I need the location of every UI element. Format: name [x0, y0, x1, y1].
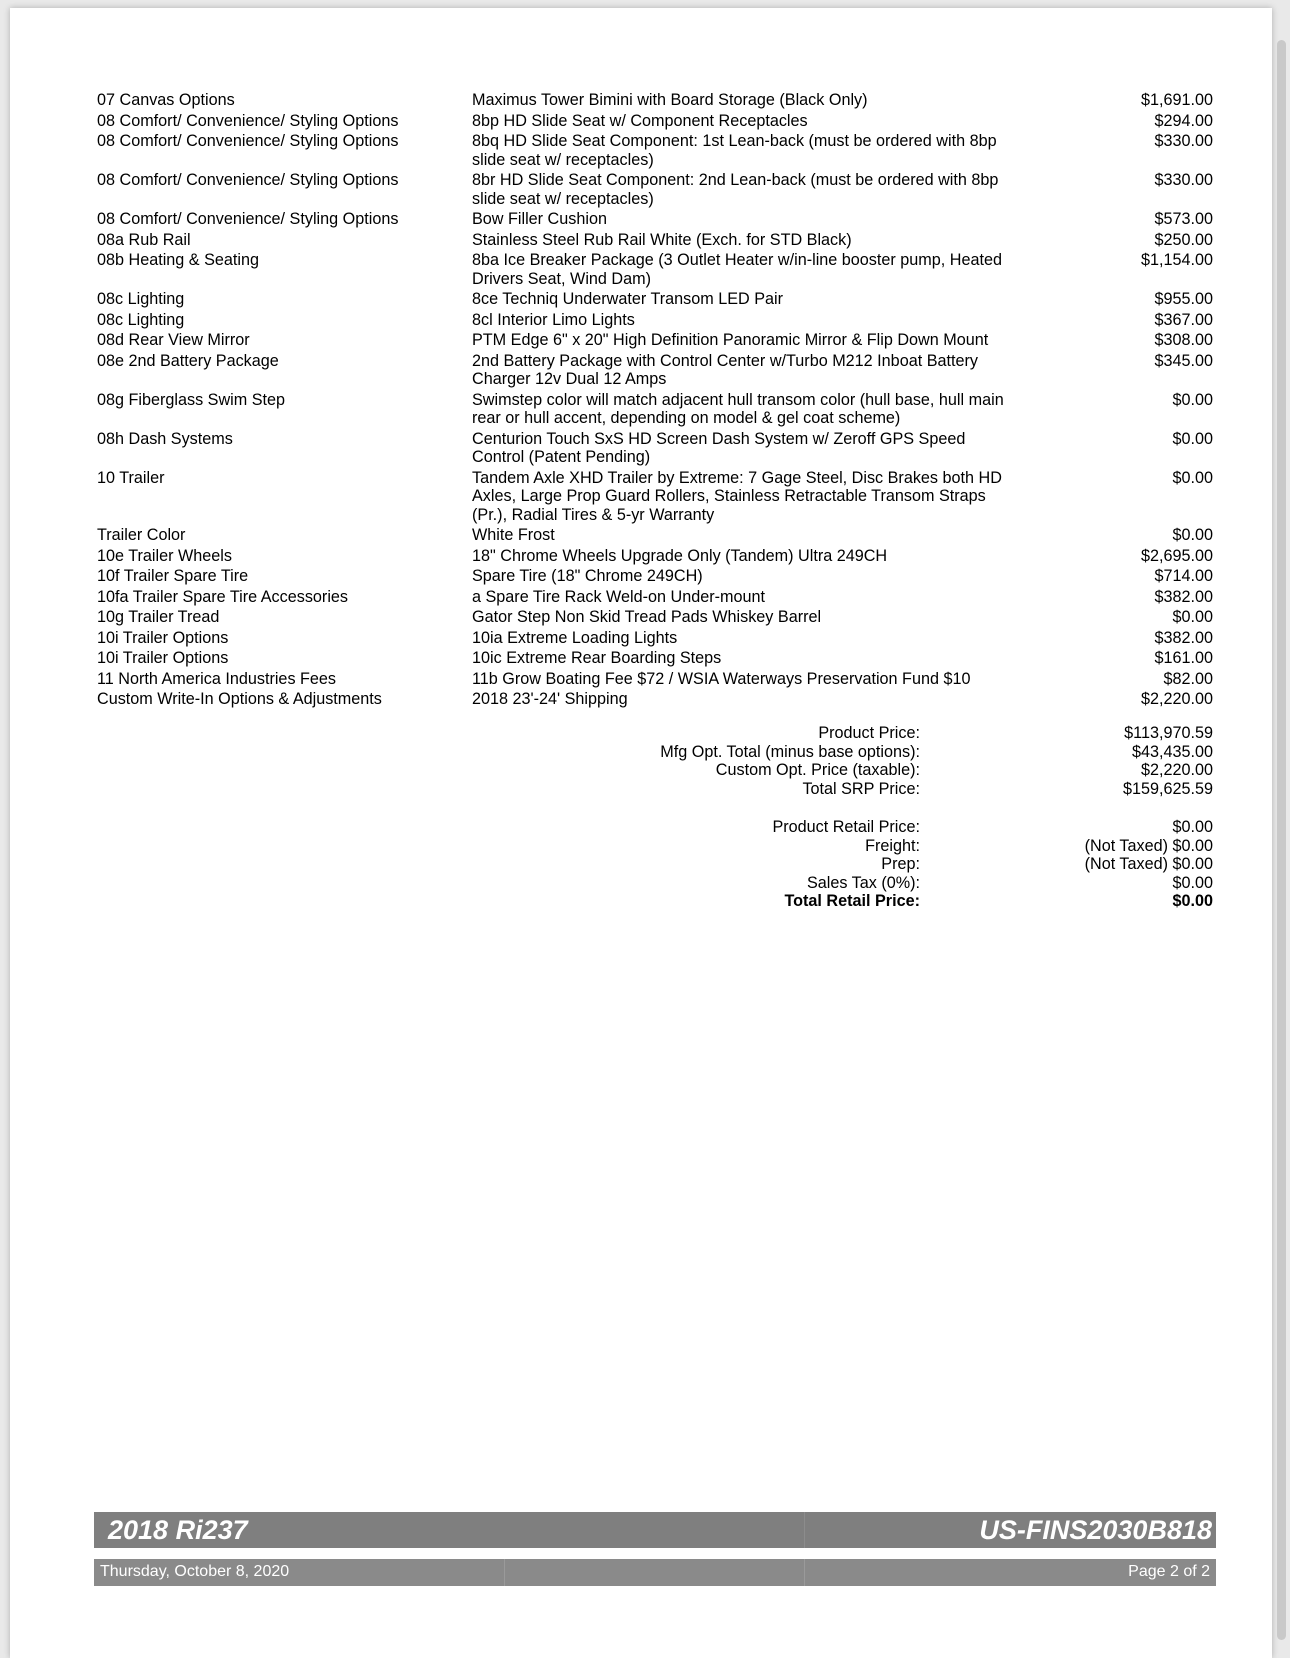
- item-category: 08d Rear View Mirror: [97, 331, 250, 349]
- item-description: Bow Filler Cushion: [472, 210, 607, 228]
- table-row: [97, 430, 1213, 467]
- totals-label: Prep:: [881, 855, 920, 874]
- table-row: [97, 670, 1213, 689]
- table-row: [97, 352, 1213, 389]
- totals-row: [510, 837, 1213, 856]
- item-description: Centurion Touch SxS HD Screen Dash System w/ Zeroff GPS Speed Control (Patent Pending): [472, 429, 966, 466]
- totals-row: [510, 724, 1213, 743]
- item-description: Spare Tire (18" Chrome 249CH): [472, 567, 703, 585]
- item-category: 08c Lighting: [97, 310, 185, 329]
- item-price: $1,691.00: [1140, 91, 1213, 109]
- total-retail-row: [510, 892, 1213, 911]
- item-description: 8cl Interior Limo Lights: [472, 310, 635, 329]
- item-description: PTM Edge 6" x 20" High Definition Panoramic Mirror & Flip Down Mount: [472, 331, 989, 349]
- table-row: [97, 588, 1213, 607]
- item-description: 8ba Ice Breaker Package (3 Outlet Heater w/in-line booster pump, Heated Drivers Seat, Wind Dam): [472, 251, 1002, 288]
- item-price: $955.00: [1154, 290, 1213, 308]
- item-price: $82.00: [1163, 669, 1213, 688]
- item-price: $330.00: [1154, 132, 1213, 150]
- item-description: 11b Grow Boating Fee $72 / WSIA Waterways Preservation Fund $10: [472, 669, 971, 688]
- totals-label: Product Retail Price:: [772, 818, 920, 836]
- item-description: Gator Step Non Skid Tread Pads Whiskey Barrel: [472, 608, 822, 626]
- item-description: 18" Chrome Wheels Upgrade Only (Tandem) Ultra 249CH: [472, 546, 888, 565]
- item-category: 11 North America Industries Fees: [97, 669, 337, 688]
- totals-value: $159,625.59: [1122, 779, 1213, 798]
- item-price: $714.00: [1154, 567, 1213, 585]
- item-description: a Spare Tire Rack Weld-on Under-mount: [472, 587, 766, 606]
- item-category: 08e 2nd Battery Package: [97, 351, 279, 370]
- footer-divider: [804, 1559, 805, 1586]
- item-price: $1,154.00: [1140, 251, 1213, 269]
- item-price: $2,695.00: [1140, 546, 1213, 565]
- total-retail-label: Total Retail Price:: [784, 892, 920, 911]
- item-category: 08h Dash Systems: [97, 429, 233, 448]
- item-price: $0.00: [1172, 526, 1213, 544]
- table-row: [97, 649, 1213, 668]
- totals-value: (Not Taxed) $0.00: [1084, 836, 1213, 855]
- item-price: $382.00: [1154, 587, 1213, 606]
- item-category: 07 Canvas Options: [97, 91, 235, 109]
- totals-label: Sales Tax (0%):: [806, 873, 920, 892]
- totals-value: $2,220.00: [1140, 761, 1213, 780]
- item-price: $0.00: [1172, 429, 1213, 448]
- page-number: Page 2 of 2: [1128, 1563, 1210, 1580]
- table-row: [97, 112, 1213, 131]
- item-category: 10i Trailer Options: [97, 628, 229, 647]
- item-price: $382.00: [1154, 628, 1213, 647]
- item-description: 8bp HD Slide Seat w/ Component Receptacles: [472, 111, 808, 130]
- item-price: $308.00: [1154, 331, 1213, 349]
- item-price: $367.00: [1154, 310, 1213, 329]
- footer-title-bar: [94, 1512, 1216, 1548]
- boat-model: 2018 Ri237: [108, 1515, 248, 1545]
- item-category: 10f Trailer Spare Tire: [97, 567, 249, 585]
- table-row: [97, 629, 1213, 648]
- item-price: $2,220.00: [1140, 690, 1213, 708]
- item-category: 08a Rub Rail: [97, 230, 191, 249]
- item-description: 10ic Extreme Rear Boarding Steps: [472, 649, 722, 667]
- item-price: $0.00: [1172, 468, 1213, 487]
- table-row: [97, 690, 1213, 709]
- table-row: [97, 526, 1213, 545]
- table-row: [97, 210, 1213, 229]
- totals-value: $113,970.59: [1124, 724, 1213, 742]
- table-row: [97, 567, 1213, 586]
- item-description: Maximus Tower Bimini with Board Storage (Black Only): [472, 91, 868, 109]
- item-description: Stainless Steel Rub Rail White (Exch. for STD Black): [472, 230, 852, 249]
- table-row: [97, 251, 1213, 288]
- item-price: $345.00: [1154, 351, 1213, 370]
- item-price: $0.00: [1172, 608, 1213, 626]
- totals-row: [510, 761, 1213, 780]
- totals-value: (Not Taxed) $0.00: [1084, 855, 1213, 874]
- totals-row: [510, 780, 1213, 799]
- totals-row: [510, 743, 1213, 762]
- item-description: Tandem Axle XHD Trailer by Extreme: 7 Gage Steel, Disc Brakes both HD Axles, Large Prop Guard Rollers, Stainless Retractable Transom Straps (Pr.), Radial Tires & 5-yr Warranty: [472, 468, 1002, 524]
- item-category: 08c Lighting: [97, 290, 185, 308]
- item-price: $0.00: [1172, 390, 1213, 409]
- item-price: $330.00: [1154, 171, 1213, 189]
- line-items-table: [97, 91, 1213, 711]
- footer-divider: [804, 1512, 805, 1548]
- item-price: $294.00: [1154, 111, 1213, 130]
- item-category: 10 Trailer: [97, 468, 165, 487]
- item-category: Custom Write-In Options & Adjustments: [97, 690, 382, 708]
- item-price: $161.00: [1154, 649, 1213, 667]
- footer-info-bar: [94, 1559, 1216, 1586]
- item-category: 08b Heating & Seating: [97, 251, 259, 269]
- footer-divider: [504, 1559, 505, 1586]
- table-row: [97, 391, 1213, 428]
- totals-row: [510, 874, 1213, 893]
- totals-value: $0.00: [1172, 818, 1213, 836]
- table-row: [97, 171, 1213, 208]
- item-category: 08 Comfort/ Convenience/ Styling Options: [97, 210, 399, 228]
- table-row: [97, 469, 1213, 525]
- retail-totals: [510, 818, 1213, 911]
- table-row: [97, 91, 1213, 110]
- item-description: 8ce Techniq Underwater Transom LED Pair: [472, 290, 784, 308]
- table-row: [97, 231, 1213, 250]
- item-category: 08g Fiberglass Swim Step: [97, 390, 286, 409]
- totals-row: [510, 818, 1213, 837]
- item-category: 08 Comfort/ Convenience/ Styling Options: [97, 171, 399, 189]
- item-price: $573.00: [1154, 210, 1213, 228]
- item-description: White Frost: [472, 526, 555, 544]
- totals-value: $0.00: [1172, 873, 1213, 892]
- item-price: $250.00: [1154, 230, 1213, 249]
- item-category: 08 Comfort/ Convenience/ Styling Options: [97, 132, 399, 150]
- totals-label: Mfg Opt. Total (minus base options):: [660, 742, 920, 761]
- item-category: 10i Trailer Options: [97, 649, 229, 667]
- item-description: 2018 23'-24' Shipping: [472, 690, 628, 708]
- totals-label: Product Price:: [818, 724, 920, 742]
- item-category: 10g Trailer Tread: [97, 608, 220, 626]
- item-description: 10ia Extreme Loading Lights: [472, 628, 678, 647]
- item-description: Swimstep color will match adjacent hull transom color (hull base, hull main rear or hull accent, depending on model & gel coat scheme): [472, 390, 1004, 427]
- srp-totals: [510, 724, 1213, 798]
- totals-value: $43,435.00: [1131, 742, 1213, 761]
- table-row: [97, 132, 1213, 169]
- print-date: Thursday, October 8, 2020: [100, 1563, 290, 1580]
- table-row: [97, 608, 1213, 627]
- table-row: [97, 331, 1213, 350]
- totals-row: [510, 855, 1213, 874]
- item-category: Trailer Color: [97, 526, 186, 544]
- totals-label: Total SRP Price:: [802, 779, 920, 798]
- item-description: 8bq HD Slide Seat Component: 1st Lean-back (must be ordered with 8bp slide seat w/ receptacles): [472, 132, 997, 169]
- hull-id: US-FINS2030B818: [979, 1515, 1212, 1545]
- total-retail-value: $0.00: [1172, 892, 1213, 911]
- totals-label: Custom Opt. Price (taxable):: [715, 761, 920, 780]
- item-category: 10fa Trailer Spare Tire Accessories: [97, 587, 349, 606]
- table-row: [97, 290, 1213, 309]
- table-row: [97, 547, 1213, 566]
- document-page: [10, 8, 1272, 1658]
- item-description: 2nd Battery Package with Control Center w/Turbo M212 Inboat Battery Charger 12v Dual 12 Amps: [472, 351, 978, 388]
- totals-label: Freight:: [865, 836, 920, 855]
- item-category: 10e Trailer Wheels: [97, 546, 232, 565]
- table-row: [97, 311, 1213, 330]
- scrollbar[interactable]: [1277, 40, 1286, 1640]
- item-category: 08 Comfort/ Convenience/ Styling Options: [97, 111, 399, 130]
- item-description: 8br HD Slide Seat Component: 2nd Lean-back (must be ordered with 8bp slide seat w/ receptacles): [472, 171, 999, 208]
